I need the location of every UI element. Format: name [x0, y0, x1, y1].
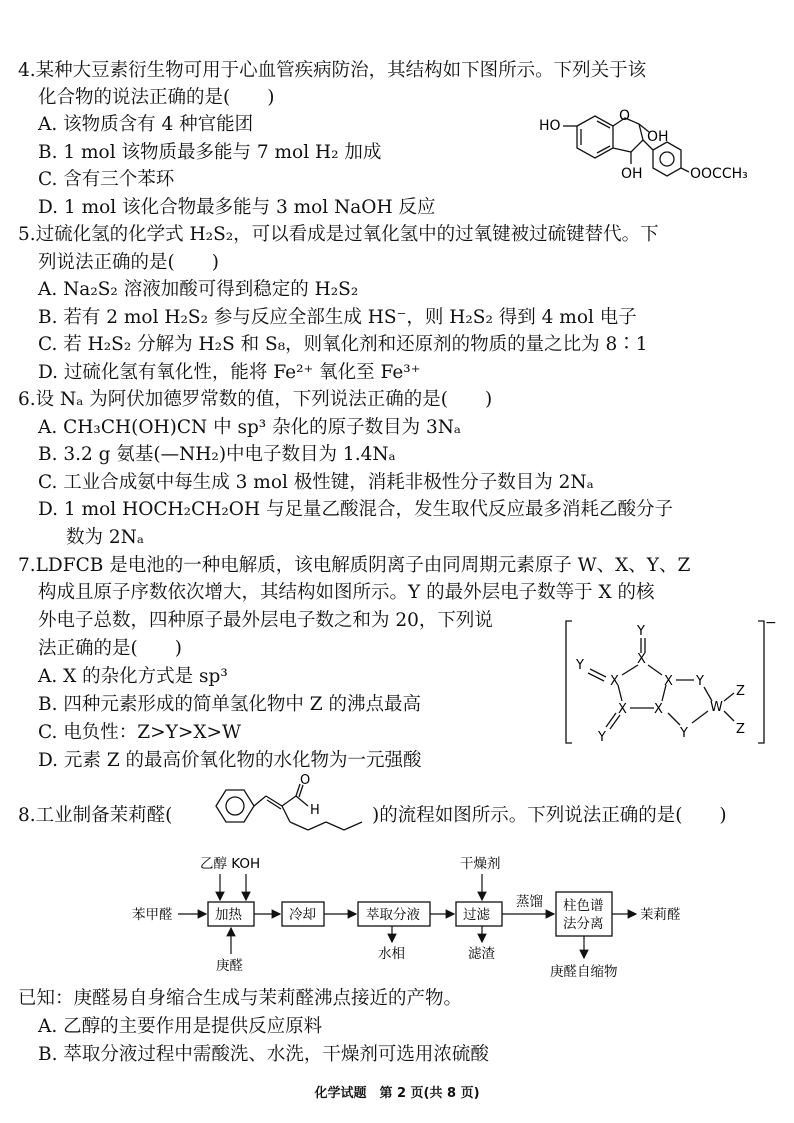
- flow-product: 茉莉醛: [640, 907, 681, 923]
- q7-option-d: D. 元素 Z 的最高价氧化物的水化物为一元强酸: [38, 750, 422, 771]
- q5-option-c: C. 若 H₂S₂ 分解为 H₂S 和 S₈，则氧化剂和还原剂的物质的量之比为 8∶1: [38, 334, 648, 355]
- q7-atom-y-bl: Y: [598, 730, 606, 745]
- q7-stem-line4: 法正确的是( ): [38, 638, 182, 659]
- flow-reagents-top: 乙醇 KOH: [200, 856, 261, 872]
- q7-atom-x-top: X: [637, 652, 646, 667]
- q8-process-flowchart: [130, 852, 720, 984]
- flow-box-extract: 萃取分液: [366, 907, 420, 923]
- flow-box-heat: 加热: [215, 907, 242, 923]
- q4-stem-line2: 化合物的说法正确的是( ): [38, 87, 275, 108]
- flow-desiccant: 干燥剂: [460, 856, 501, 872]
- q7-atom-w: W: [710, 700, 723, 715]
- q7-anion-structure: [562, 615, 777, 745]
- q7-option-c: C. 电负性：Z>Y>X>W: [38, 722, 242, 743]
- q5-option-a: A. Na₂S₂ 溶液加酸可得到稳定的 H₂S₂: [38, 279, 359, 300]
- q4-struct-ester: OOCCH₃: [690, 166, 748, 182]
- q8-struct-o: O: [300, 773, 311, 788]
- flow-box-column-1: 柱色谱: [563, 898, 604, 914]
- flow-start-benzaldehyde: 苯甲醛: [132, 907, 173, 923]
- q6-option-c: C. 工业合成氨中每生成 3 mol 极性键，消耗非极性分子数目为 2Nₐ: [38, 472, 594, 493]
- q5-option-d: D. 过硫化氢有氧化性，能将 Fe²⁺ 氧化至 Fe³⁺: [38, 362, 421, 383]
- q8-option-a: A. 乙醇的主要作用是提供反应原料: [38, 1016, 323, 1037]
- q4-option-b: B. 1 mol 该物质最多能与 7 mol H₂ 加成: [38, 142, 382, 163]
- q8-option-b: B. 萃取分液过程中需酸洗、水洗，干燥剂可选用浓硫酸: [38, 1044, 489, 1065]
- q7-atom-x-br: X: [654, 702, 663, 717]
- flow-byproduct: 庚醛自缩物: [550, 964, 618, 980]
- q5-option-b: B. 若有 2 mol H₂S₂ 参与反应全部生成 HS⁻，则 H₂S₂ 得到 4 mol 电子: [38, 307, 637, 328]
- q4-struct-oh2: OH: [621, 166, 643, 182]
- q7-atom-z-bottom: Z: [736, 722, 745, 737]
- q4-option-d: D. 1 mol 该化合物最多能与 3 mol NaOH 反应: [38, 197, 436, 218]
- q7-atom-y-left: Y: [576, 658, 584, 673]
- q4-struct-oh1: OH: [647, 129, 669, 145]
- page-footer: 化学试题 第 2 页(共 8 页): [314, 1086, 480, 1101]
- q6-option-d-line2: 数为 2Nₐ: [66, 527, 144, 548]
- q7-option-a: A. X 的杂化方式是 sp³: [38, 666, 228, 687]
- q8-known-note: 已知：庚醛易自身缩合生成与茉莉醛沸点接近的产物。: [18, 988, 463, 1009]
- flow-box-filter: 过滤: [463, 907, 490, 923]
- q7-stem-line3: 外电子总数，四种原子最外层电子数之和为 20，下列说: [38, 610, 493, 631]
- q4-option-a: A. 该物质含有 4 种官能团: [38, 114, 254, 135]
- q6-option-b: B. 3.2 g 氨基(—NH₂)中电子数目为 1.4Nₐ: [38, 444, 396, 465]
- q5-stem-line1: 5.过硫化氢的化学式 H₂S₂，可以看成是过氧化氢中的过氧键被过硫键替代。下: [18, 224, 659, 245]
- q4-stem-line1: 4.某种大豆素衍生物可用于心血管疾病防治，其结构如下图所示。下列关于该: [18, 60, 647, 81]
- flow-residue: 滤渣: [468, 946, 495, 962]
- q5-stem-line2: 列说法正确的是( ): [38, 252, 219, 273]
- q7-atom-y-bottom: Y: [680, 726, 688, 741]
- q8-stem-pre: 8.工业制备茉莉醛(: [18, 805, 173, 826]
- q7-stem-line2: 构成且原子序数依次增大，其结构如图所示。Y 的最外层电子数等于 X 的核: [38, 582, 655, 603]
- q7-atom-y-top: Y: [637, 624, 645, 639]
- q4-struct-ho: HO: [539, 118, 561, 134]
- flow-box-cool: 冷却: [289, 907, 316, 923]
- q7-atom-x-left: X: [610, 674, 619, 689]
- q6-option-a: A. CH₃CH(OH)CN 中 sp³ 杂化的原子数目为 3Nₐ: [38, 417, 462, 438]
- q4-structure-diagram: [535, 108, 775, 198]
- flow-reagent-heptanal: 庚醛: [216, 958, 243, 974]
- q6-stem: 6.设 Nₐ 为阿伏加德罗常数的值，下列说法正确的是( ): [18, 389, 493, 410]
- q7-atom-y-right: Y: [696, 674, 704, 689]
- flow-distill: 蒸馏: [516, 894, 543, 910]
- q8-struct-h: H: [310, 803, 320, 818]
- q4-struct-ring-o: O: [619, 108, 631, 124]
- q6-option-d-line1: D. 1 mol HOCH₂CH₂OH 与足量乙酸混合，发生取代反应最多消耗乙酸分子: [38, 499, 673, 520]
- flow-aqueous-phase: 水相: [378, 946, 405, 962]
- q7-atom-x-right: X: [664, 674, 673, 689]
- q7-option-b: B. 四种元素形成的简单氢化物中 Z 的沸点最高: [38, 694, 421, 715]
- q4-option-c: C. 含有三个苯环: [38, 169, 175, 190]
- flow-box-column-2: 法分离: [563, 916, 604, 932]
- q7-charge: −: [765, 615, 777, 631]
- q8-jasminaldehyde-structure: [204, 773, 374, 836]
- q7-stem-line1: 7.LDFCB 是电池的一种电解质，该电解质阴离子由同周期元素原子 W、X、Y、Z: [18, 555, 691, 576]
- q8-stem-post: )的流程如图所示。下列说法正确的是( ): [372, 805, 727, 826]
- q7-atom-z-top: Z: [736, 684, 745, 699]
- q7-atom-x-bl: X: [618, 702, 627, 717]
